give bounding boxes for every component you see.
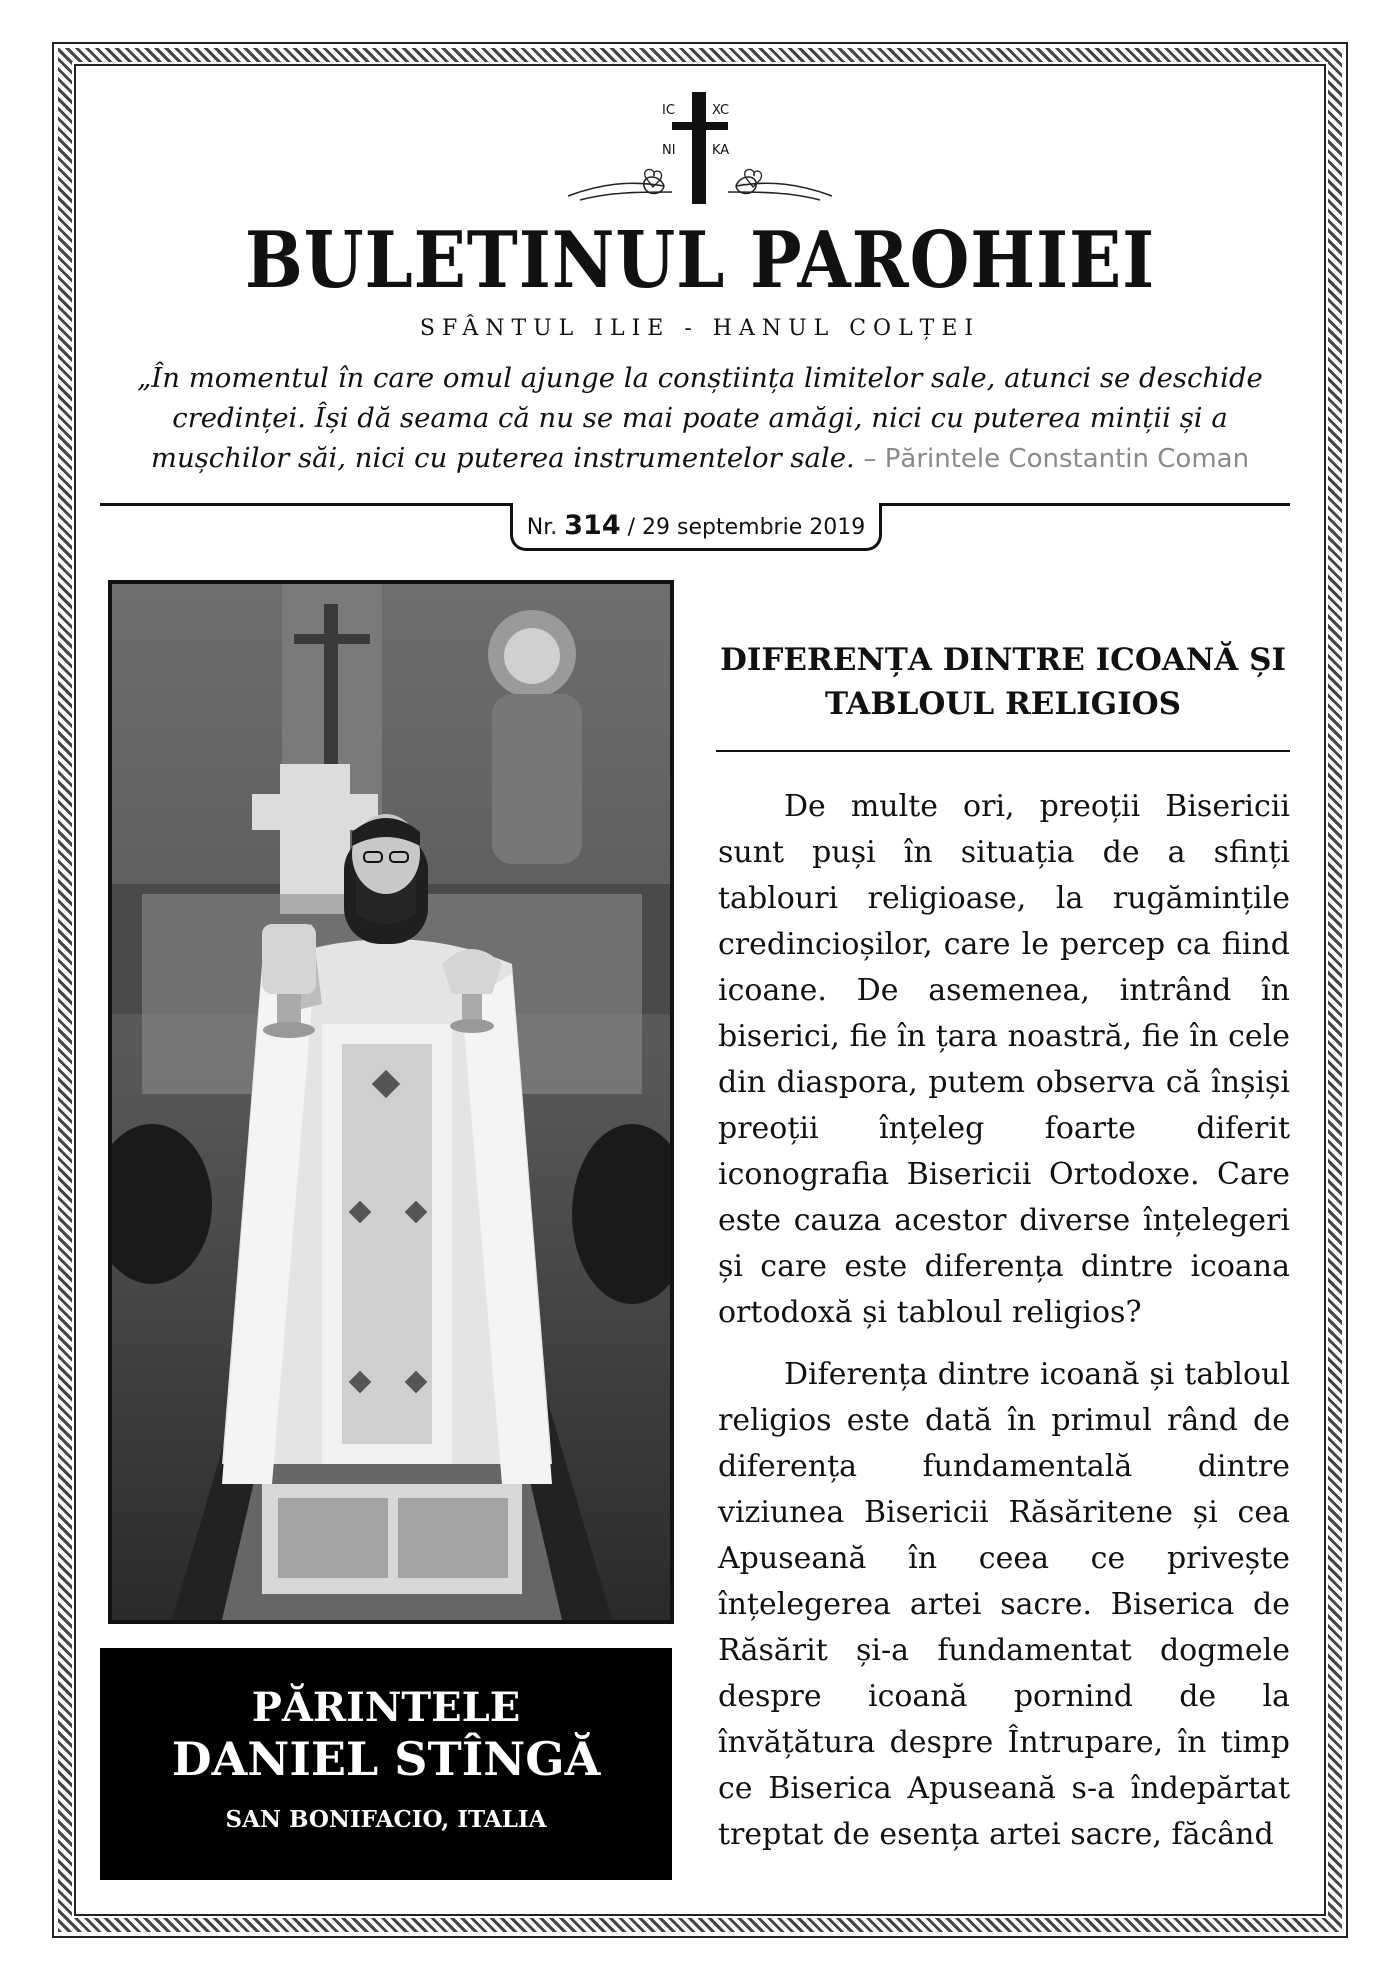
article-paragraph: Diferența dintre icoană și tabloul religios este dată în primul rând de diferența fundamentală dintre viziunea Bisericii Răsăritene și cea Apuseană în ceea ce privește înțelegerea artei sacre. Biserica de Răsărit și-a fundamentat dogmele despre icoană pornind de la învățătura despre Întrupare, în timp ce Biserica Apuseană s-a îndepărtat treptat de esența artei sacre, făcând (718, 1357, 1290, 1852)
priest-photo (108, 580, 674, 1624)
issue-date: / 29 septembrie 2019 (627, 515, 866, 540)
priest-photo-illustration (112, 584, 670, 1620)
cross-label-br: KA (712, 143, 730, 158)
issue-badge (510, 503, 882, 551)
quote-text: „În momentul în care omul ajunge la conștiința limitelor sale, atunci se deschide credinței. Își dă seama că nu se mai poate amăgi, nici cu puterea minții și a mușchilor săi, nici cu puterea instrumentelor sale. (137, 362, 1263, 474)
photo-caption-box (100, 1648, 672, 1880)
cross-label-tr: XC (712, 103, 730, 118)
article-body (718, 784, 1290, 1874)
caption-title: PĂRINTELE (251, 1684, 521, 1731)
caption-name: DANIEL STÎNGĂ (171, 1732, 601, 1786)
header-quote (100, 358, 1300, 479)
parish-subtitle: SFÂNTUL ILIE - HANUL COLȚEI (419, 316, 981, 341)
quote-author: – Părintele Constantin Coman (863, 444, 1250, 474)
cross-label-bl: NI (662, 143, 676, 158)
caption-location: SAN BONIFACIO, ITALIA (225, 1806, 547, 1833)
article-title-rule (716, 750, 1290, 752)
article-title: DIFERENȚA DINTRE ICOANĂ ȘI TABLOUL RELIGIOS (720, 642, 1286, 722)
issue-prefix: Nr. (526, 515, 558, 540)
issue-number: 314 (564, 510, 621, 541)
article-paragraph: De multe ori, preoții Bisericii sunt puși în situația de a sfinți tablouri religioase, la rugămințile credincioșilor, care le percep ca fiind icoane. De asemenea, intrând în biserici, fie în țara noastră, fie în cele din diaspora, putem observa că înșiși preoții înțeleg foarte diferit iconografia Bisericii Ortodoxe. Care este cauza acestor diverse înțelegeri și care este diferența dintre icoana ortodoxă și tabloul religios? (718, 789, 1290, 1330)
cross-icon (560, 88, 840, 218)
cross-label-tl: IC (662, 103, 675, 118)
bulletin-title: BULETINUL PAROHIEI (244, 215, 1156, 306)
